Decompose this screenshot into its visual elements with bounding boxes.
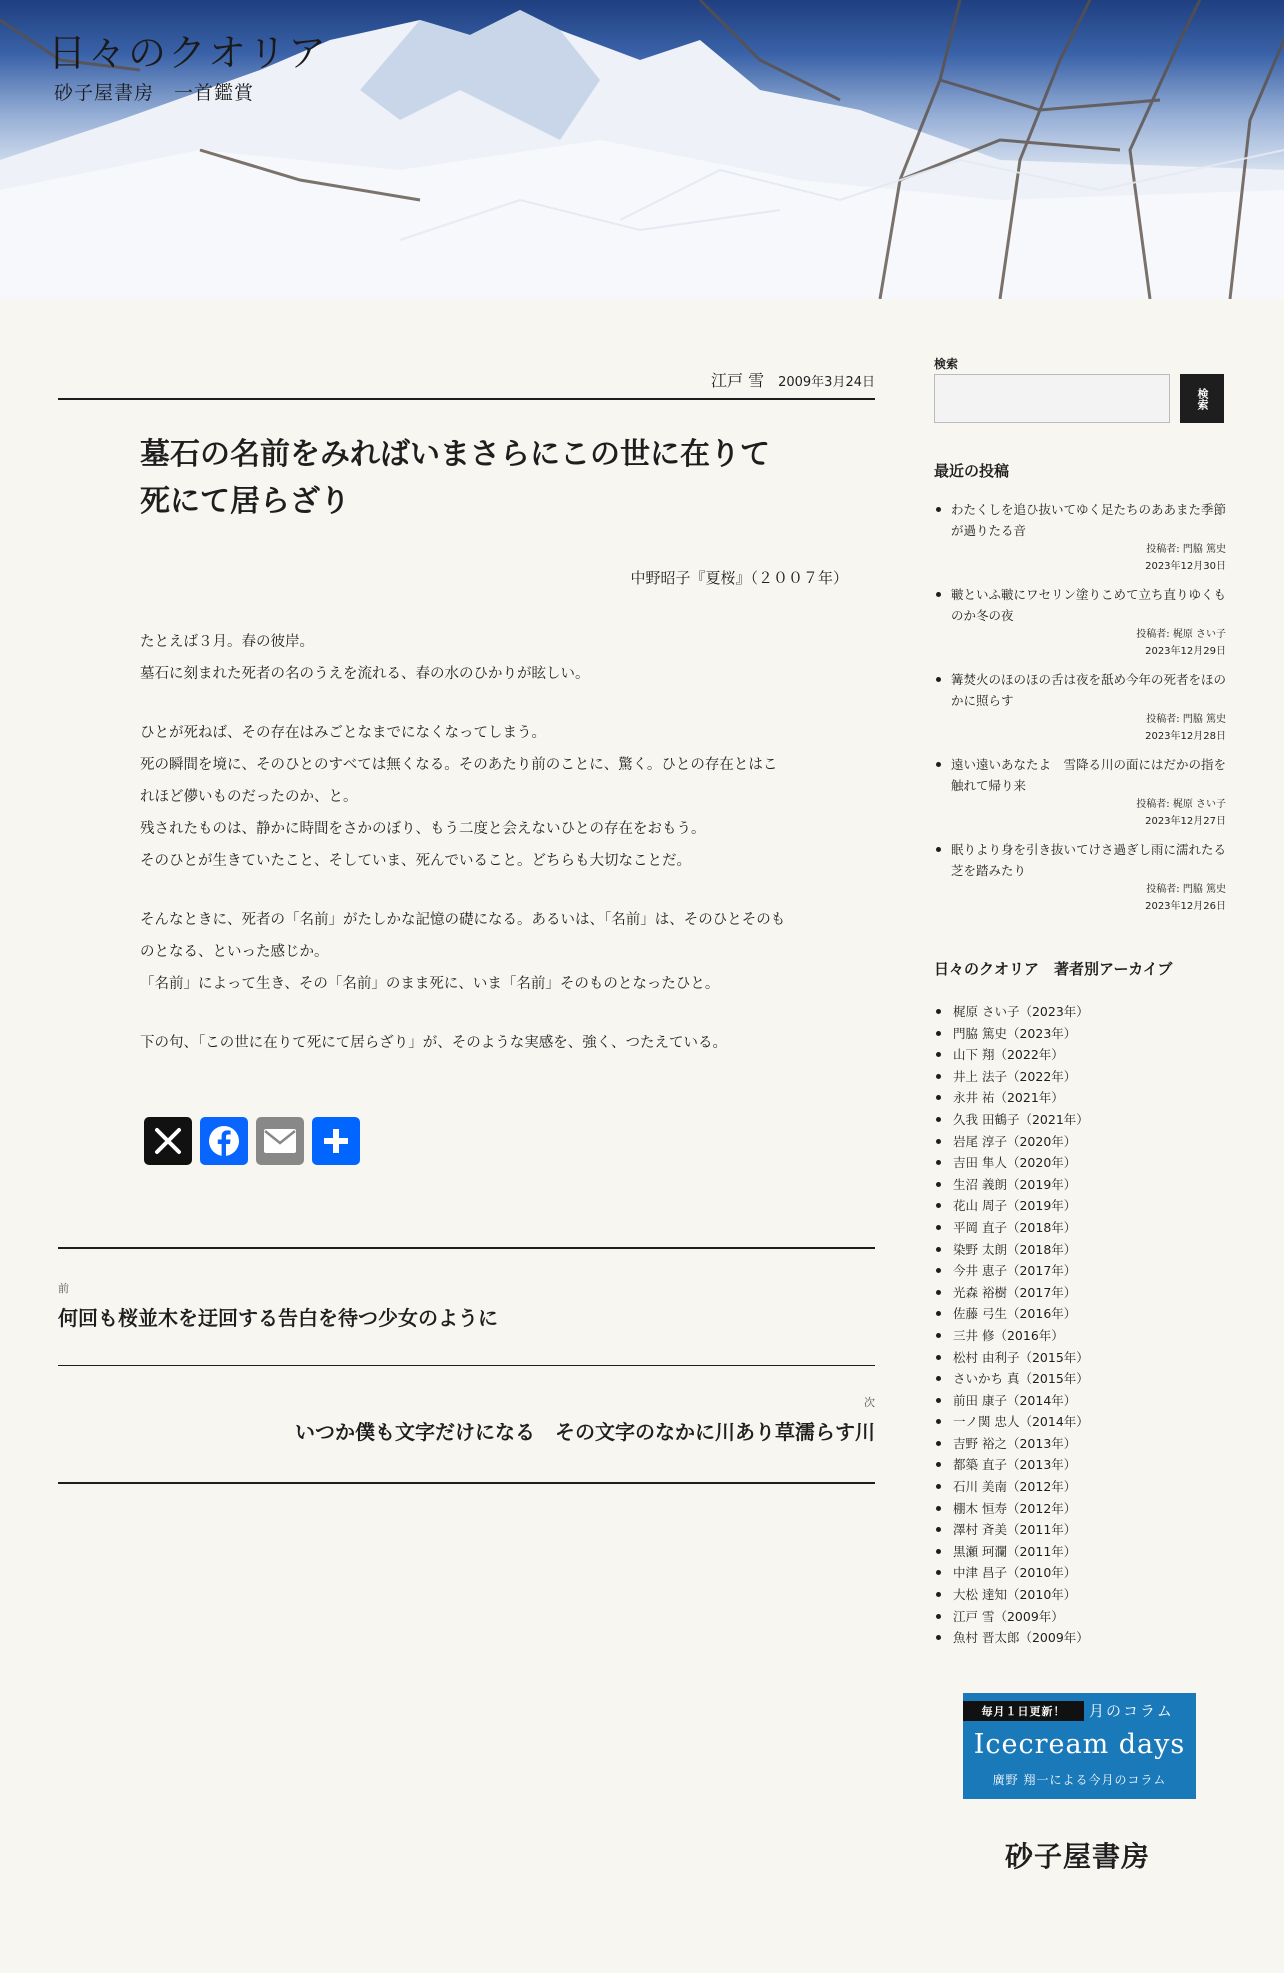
- post-author[interactable]: 江戸 雪: [711, 371, 765, 390]
- post-nav-divider: [58, 1482, 875, 1484]
- archive-author-link[interactable]: 井上 法子（2022年）: [934, 1066, 1226, 1088]
- post-paragraph: たとえば３月。春の彼岸。 墓石に刻まれた死者の名のうえを流れる、春の水のひかりが眩しい。: [140, 634, 590, 682]
- archive-author-link[interactable]: 久我 田鶴子（2021年）: [934, 1109, 1226, 1131]
- recent-post-link[interactable]: 眠りより身を引き抜いてけさ過ぎし雨に濡れたる芝を踏みたり: [934, 839, 1226, 881]
- archive-author-link[interactable]: 吉野 裕之（2013年）: [934, 1433, 1226, 1455]
- share-buttons: [144, 1117, 360, 1165]
- next-post-link[interactable]: いつか僕も文字だけになる その文字のなかに川あり草濡らす川: [295, 1420, 875, 1444]
- post-meta: [711, 368, 875, 391]
- recent-post-date: 2023年12月28日: [1145, 731, 1226, 742]
- site-header: [0, 0, 1284, 299]
- x-icon: [153, 1126, 183, 1156]
- archive-author-link[interactable]: 都築 直子（2013年）: [934, 1454, 1226, 1476]
- archive-author-link[interactable]: 生沼 義朗（2019年）: [934, 1174, 1226, 1196]
- recent-post-item: [934, 754, 1226, 830]
- archive-author-link[interactable]: 棚木 恒寿（2012年）: [934, 1498, 1226, 1520]
- archive-author-link[interactable]: 石川 美南（2012年）: [934, 1476, 1226, 1498]
- post-paragraph: 下の句、「この世に在りて死にて居らざり」が、そのような実感を、強く、つたえている。: [140, 1035, 727, 1051]
- recent-post-date: 2023年12月26日: [1145, 901, 1226, 912]
- column-banner[interactable]: [963, 1693, 1196, 1799]
- recent-post-item: [934, 669, 1226, 745]
- recent-post-link[interactable]: わたくしを追ひ抜いてゆく足たちのああまた季節が過りたる音: [934, 499, 1226, 541]
- search-label: 検索: [934, 357, 959, 371]
- site-title[interactable]: 日々のクオリア: [48, 31, 329, 75]
- post-nav-divider: [58, 1365, 875, 1366]
- recent-post-date: 2023年12月30日: [1145, 561, 1226, 572]
- share-more-button[interactable]: [312, 1117, 360, 1165]
- archive-author-link[interactable]: 門脇 篤史（2023年）: [934, 1023, 1226, 1045]
- recent-post-author: 投稿者: 門脇 篤史: [1146, 714, 1226, 725]
- archive-author-link[interactable]: 松村 由利子（2015年）: [934, 1347, 1226, 1369]
- archive-author-link[interactable]: さいかち 真（2015年）: [934, 1368, 1226, 1390]
- post-nav-divider: [58, 1247, 875, 1249]
- recent-post-date: 2023年12月27日: [1145, 816, 1226, 827]
- recent-post-item: [934, 584, 1226, 660]
- archive-heading: 日々のクオリア 著者別アーカイブ: [934, 960, 1173, 978]
- recent-post-item: [934, 839, 1226, 915]
- banner-title: Icecream days: [973, 1729, 1186, 1760]
- banner-tag-rest: 月のコラム: [1089, 1702, 1174, 1720]
- recent-posts-heading: 最近の投稿: [934, 462, 1010, 480]
- archive-author-link[interactable]: 澤村 斉美（2011年）: [934, 1519, 1226, 1541]
- archive-author-link[interactable]: 魚村 晋太郎（2009年）: [934, 1627, 1226, 1649]
- banner-tag: 毎月１日更新！: [963, 1701, 1084, 1721]
- title-divider: [58, 398, 875, 400]
- archive-author-link[interactable]: 吉田 隼人（2020年）: [934, 1152, 1226, 1174]
- banner-subtitle: 廣野 翔一による今月のコラム: [992, 1773, 1167, 1787]
- archive-author-link[interactable]: 染野 太朗（2018年）: [934, 1239, 1226, 1261]
- post-title: 墓石の名前をみればいまさらにこの世に在りて死にて居らざり: [140, 437, 770, 519]
- archive-author-link[interactable]: 三井 修（2016年）: [934, 1325, 1226, 1347]
- share-email-button[interactable]: [256, 1117, 304, 1165]
- share-facebook-button[interactable]: [200, 1117, 248, 1165]
- share-plus-icon: [321, 1126, 351, 1156]
- facebook-icon: [207, 1124, 241, 1158]
- archive-author-link[interactable]: 平岡 直子（2018年）: [934, 1217, 1226, 1239]
- poem-source: 中野昭子『夏桜』（２００７年）: [630, 569, 848, 587]
- post-body: [140, 626, 790, 1086]
- recent-post-link[interactable]: 遠い遠いあなたよ 雪降る川の面にはだかの指を触れて帰り来: [934, 754, 1226, 796]
- archive-author-link[interactable]: 黒瀬 珂瀾（2011年）: [934, 1541, 1226, 1563]
- archive-author-link[interactable]: 一ノ関 忠人（2014年）: [934, 1411, 1226, 1433]
- author-archive-list: [934, 1001, 1226, 1649]
- recent-post-item: [934, 499, 1226, 575]
- post-paragraph: そんなときに、死者の「名前」がたしかな記憶の礎になる。あるいは、「名前」は、そのひとそのものとなる、といった感じか。 「名前」によって生き、その「名前」のまま死に、いま「名前」そのものとなったひと。: [140, 912, 786, 992]
- email-icon: [263, 1128, 297, 1154]
- recent-post-author: 投稿者: 門脇 篤史: [1146, 544, 1226, 555]
- archive-author-link[interactable]: 花山 周子（2019年）: [934, 1195, 1226, 1217]
- archive-author-link[interactable]: 前田 康子（2014年）: [934, 1390, 1226, 1412]
- recent-post-date: 2023年12月29日: [1145, 646, 1226, 657]
- archive-author-link[interactable]: 江戸 雪（2009年）: [934, 1606, 1226, 1628]
- archive-author-link[interactable]: 梶原 さい子（2023年）: [934, 1001, 1226, 1023]
- archive-author-link[interactable]: 光森 裕樹（2017年）: [934, 1282, 1226, 1304]
- share-x-button[interactable]: [144, 1117, 192, 1165]
- archive-author-link[interactable]: 佐藤 弓生（2016年）: [934, 1303, 1226, 1325]
- archive-author-link[interactable]: 山下 翔（2022年）: [934, 1044, 1226, 1066]
- post-paragraph: ひとが死ねば、その存在はみごとなまでになくなってしまう。 死の瞬間を境に、そのひとのすべては無くなる。そのあたり前のことに、驚く。ひとの存在とはこれほど儚いものだったのか、と。 残されたものは、静かに時間をさかのぼり、もう二度と会えないひとの存在をおもう。 そのひとが生きていたこと、そしていま、死んでいること。どちらも大切なことだ。: [140, 725, 778, 869]
- archive-author-link[interactable]: 永井 祐（2021年）: [934, 1087, 1226, 1109]
- recent-post-link[interactable]: 篝焚火のほのほの舌は夜を舐め今年の死者をほのかに照らす: [934, 669, 1226, 711]
- recent-post-link[interactable]: 皸といふ皸にワセリン塗りこめて立ち直りゆくものか冬の夜: [934, 584, 1226, 626]
- prev-post-label: 前: [58, 1282, 69, 1295]
- recent-post-author: 投稿者: 梶原 さい子: [1136, 629, 1226, 640]
- next-post-label: 次: [864, 1396, 875, 1409]
- publisher-logo[interactable]: 砂子屋書房: [1005, 1840, 1151, 1873]
- recent-post-author: 投稿者: 梶原 さい子: [1136, 799, 1226, 810]
- post-date[interactable]: 2009年3月24日: [778, 375, 875, 390]
- recent-posts-list: [934, 499, 1226, 924]
- archive-author-link[interactable]: 大松 達知（2010年）: [934, 1584, 1226, 1606]
- archive-author-link[interactable]: 今井 恵子（2017年）: [934, 1260, 1226, 1282]
- recent-post-author: 投稿者: 門脇 篤史: [1146, 884, 1226, 895]
- search-button[interactable]: 検索: [1180, 374, 1224, 423]
- prev-post-link[interactable]: 何回も桜並木を迂回する告白を待つ少女のように: [58, 1306, 498, 1330]
- search-input[interactable]: [934, 374, 1170, 423]
- archive-author-link[interactable]: 中津 昌子（2010年）: [934, 1562, 1226, 1584]
- archive-author-link[interactable]: 岩尾 淳子（2020年）: [934, 1131, 1226, 1153]
- site-description: 砂子屋書房 一首鑑賞: [54, 82, 255, 104]
